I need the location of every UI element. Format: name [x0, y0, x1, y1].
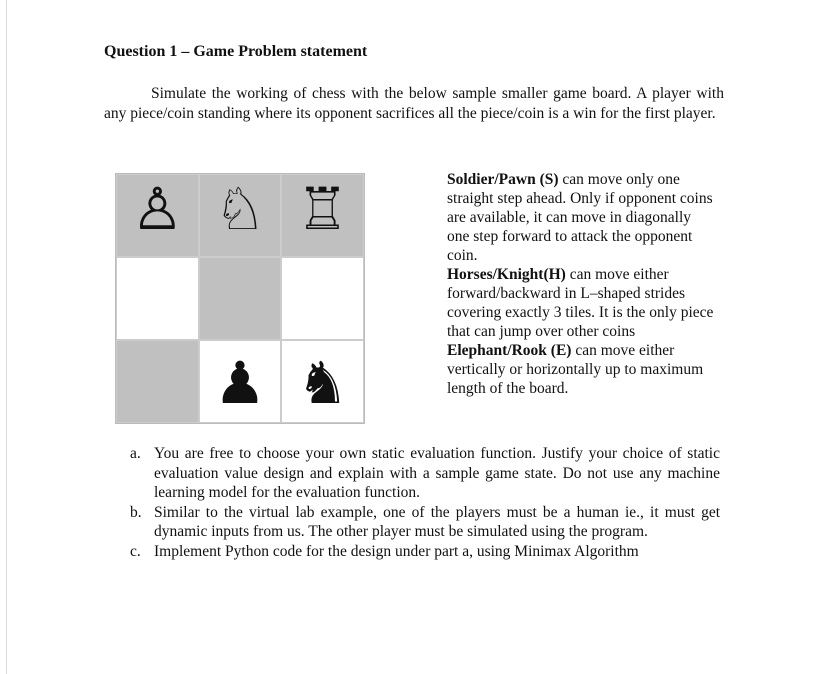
board-cell-9 [281, 340, 364, 423]
task-list [130, 444, 720, 561]
piece-rules [447, 170, 717, 398]
board-cell-1 [116, 174, 199, 257]
black-knight-icon: ♞ [296, 348, 349, 417]
rook-text: can move either vertically or horizontally up to maximum length of the board. [447, 342, 704, 397]
pawn-text: can move only one straight step ahead. Only if opponent coins are available, it can move in diagonally one step forward to attack the opponent coin. [447, 171, 713, 264]
pawn-rule [447, 170, 717, 265]
page-edge [6, 0, 7, 674]
black-pawn-icon: ♟ [213, 348, 266, 417]
board-cell-3 [281, 174, 364, 257]
board-cell-8 [199, 340, 282, 423]
board-cell-2 [199, 174, 282, 257]
intro-paragraph: Simulate the working of chess with the below sample smaller game board. A player with any piece/coin standing where its opponent sacrifices all the piece/coin is a win for the first player. [104, 85, 724, 122]
knight-text: can move either forward/backward in L–shaped strides covering exactly 3 tiles. It is the only piece that can jump over other coins [447, 266, 714, 340]
list-item [130, 542, 720, 562]
task-label: b. [130, 503, 142, 521]
task-text: Similar to the virtual lab example, one of the players must be a human ie., it must get dynamic inputs from us. The other player must be simulated using the program. [154, 503, 720, 540]
list-item [130, 503, 720, 542]
white-knight-icon: ♘ [213, 174, 266, 243]
task-label: a. [130, 445, 141, 462]
board-cell-4 [116, 257, 199, 340]
white-rook-icon: ♖ [296, 174, 349, 243]
board-cell-6 [281, 257, 364, 340]
rook-rule [447, 341, 717, 398]
knight-name: Horses/Knight(H) [447, 266, 566, 283]
task-text: Implement Python code for the design under part a, using Minimax Algorithm [154, 542, 639, 560]
chess-board [115, 173, 365, 424]
white-pawn-icon: ♙ [131, 174, 184, 243]
task-label: c. [130, 542, 141, 560]
list-item [130, 444, 720, 503]
question-title: Question 1 – Game Problem statement [104, 43, 368, 60]
pawn-name: Soldier/Pawn (S) [447, 171, 559, 188]
board-cell-7 [116, 340, 199, 423]
task-text: You are free to choose your own static evaluation function. Justify your choice of static evaluation value design and explain with a sample game state. Do not use any machine learning model for the evaluation function. [154, 445, 720, 501]
board-cell-5 [199, 257, 282, 340]
knight-rule [447, 265, 717, 341]
rook-name: Elephant/Rook (E) [447, 342, 572, 359]
